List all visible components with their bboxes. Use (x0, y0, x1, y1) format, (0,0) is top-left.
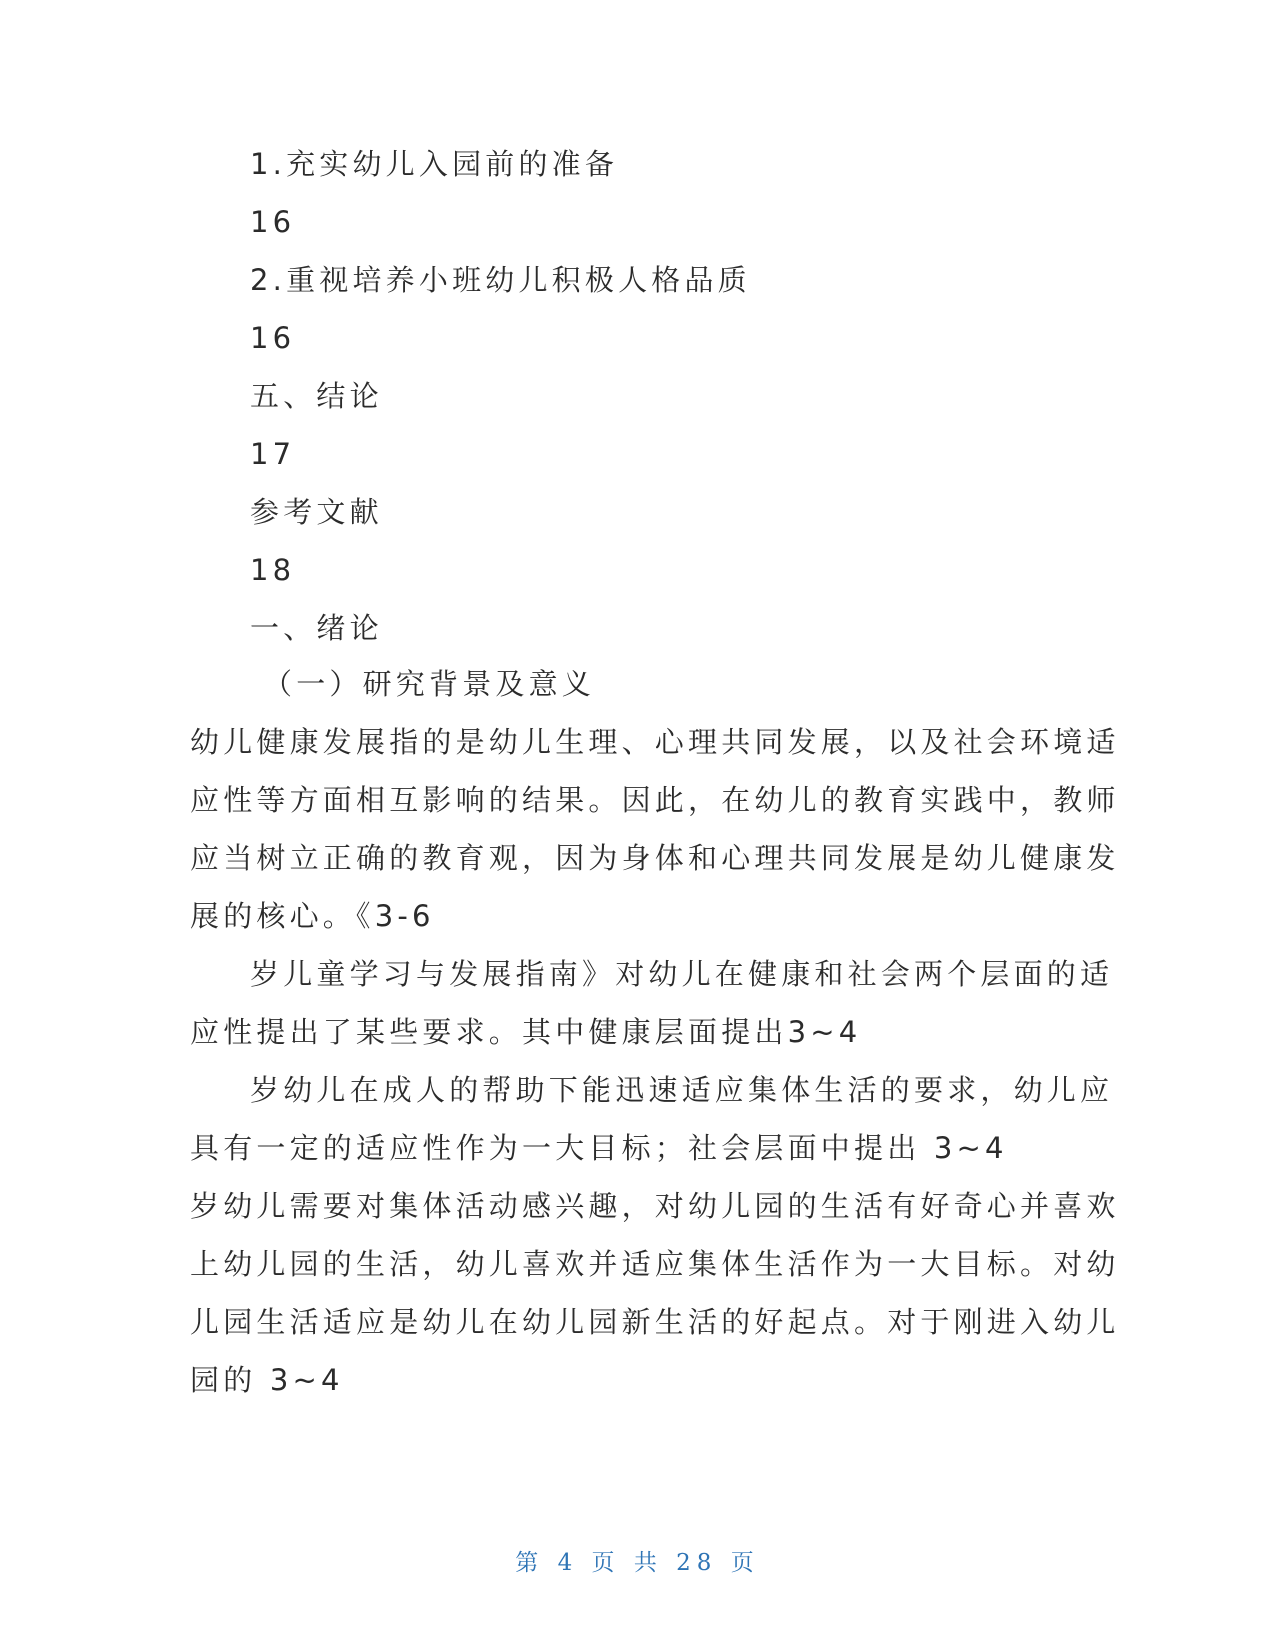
toc-entry-title: 2.重视培养小班幼儿积极人格品质 (250, 263, 751, 297)
paragraph-line: 具有一定的适应性作为一大目标；社会层面中提出 3~4 (190, 1131, 1008, 1165)
paragraph-line: 应当树立正确的教育观，因为身体和心理共同发展是幼儿健康发 (190, 841, 1120, 875)
paragraph-line: 岁幼儿在成人的帮助下能迅速适应集体生活的要求，幼儿应 (250, 1073, 1114, 1107)
toc-entry-page: 18 (250, 553, 296, 587)
toc-entry-page: 16 (250, 321, 296, 355)
paragraph-line: 幼儿健康发展指的是幼儿生理、心理共同发展，以及社会环境适 (190, 725, 1120, 759)
toc-entry-page: 17 (250, 437, 296, 471)
toc-entry-title: 1.充实幼儿入园前的准备 (250, 147, 619, 181)
paragraph-line: 上幼儿园的生活，幼儿喜欢并适应集体生活作为一大目标。对幼 (190, 1247, 1120, 1281)
paragraph-line: 展的核心。《3-6 (190, 899, 435, 933)
paragraph-line: 应性等方面相互影响的结果。因此，在幼儿的教育实践中，教师 (190, 783, 1120, 817)
paragraph-line: 岁儿童学习与发展指南》对幼儿在健康和社会两个层面的适 (250, 957, 1114, 991)
toc-entry-title: 参考文献 (250, 495, 383, 529)
paragraph-line: 应性提出了某些要求。其中健康层面提出3~4 (190, 1015, 862, 1049)
toc-entry-page: 16 (250, 205, 296, 239)
page-footer: 第 4 页 共 28 页 (515, 1550, 760, 1576)
paragraph-line: 儿园生活适应是幼儿在幼儿园新生活的好起点。对于刚进入幼儿 (190, 1305, 1120, 1339)
toc-entry-title: 五、结论 (250, 379, 383, 413)
paragraph-line: 岁幼儿需要对集体活动感兴趣，对幼儿园的生活有好奇心并喜欢 (190, 1189, 1120, 1223)
chapter-heading: 一、绪论 (250, 611, 383, 645)
paragraph-line: 园的 3~4 (190, 1363, 344, 1397)
section-heading: （一）研究背景及意义 (263, 667, 596, 701)
